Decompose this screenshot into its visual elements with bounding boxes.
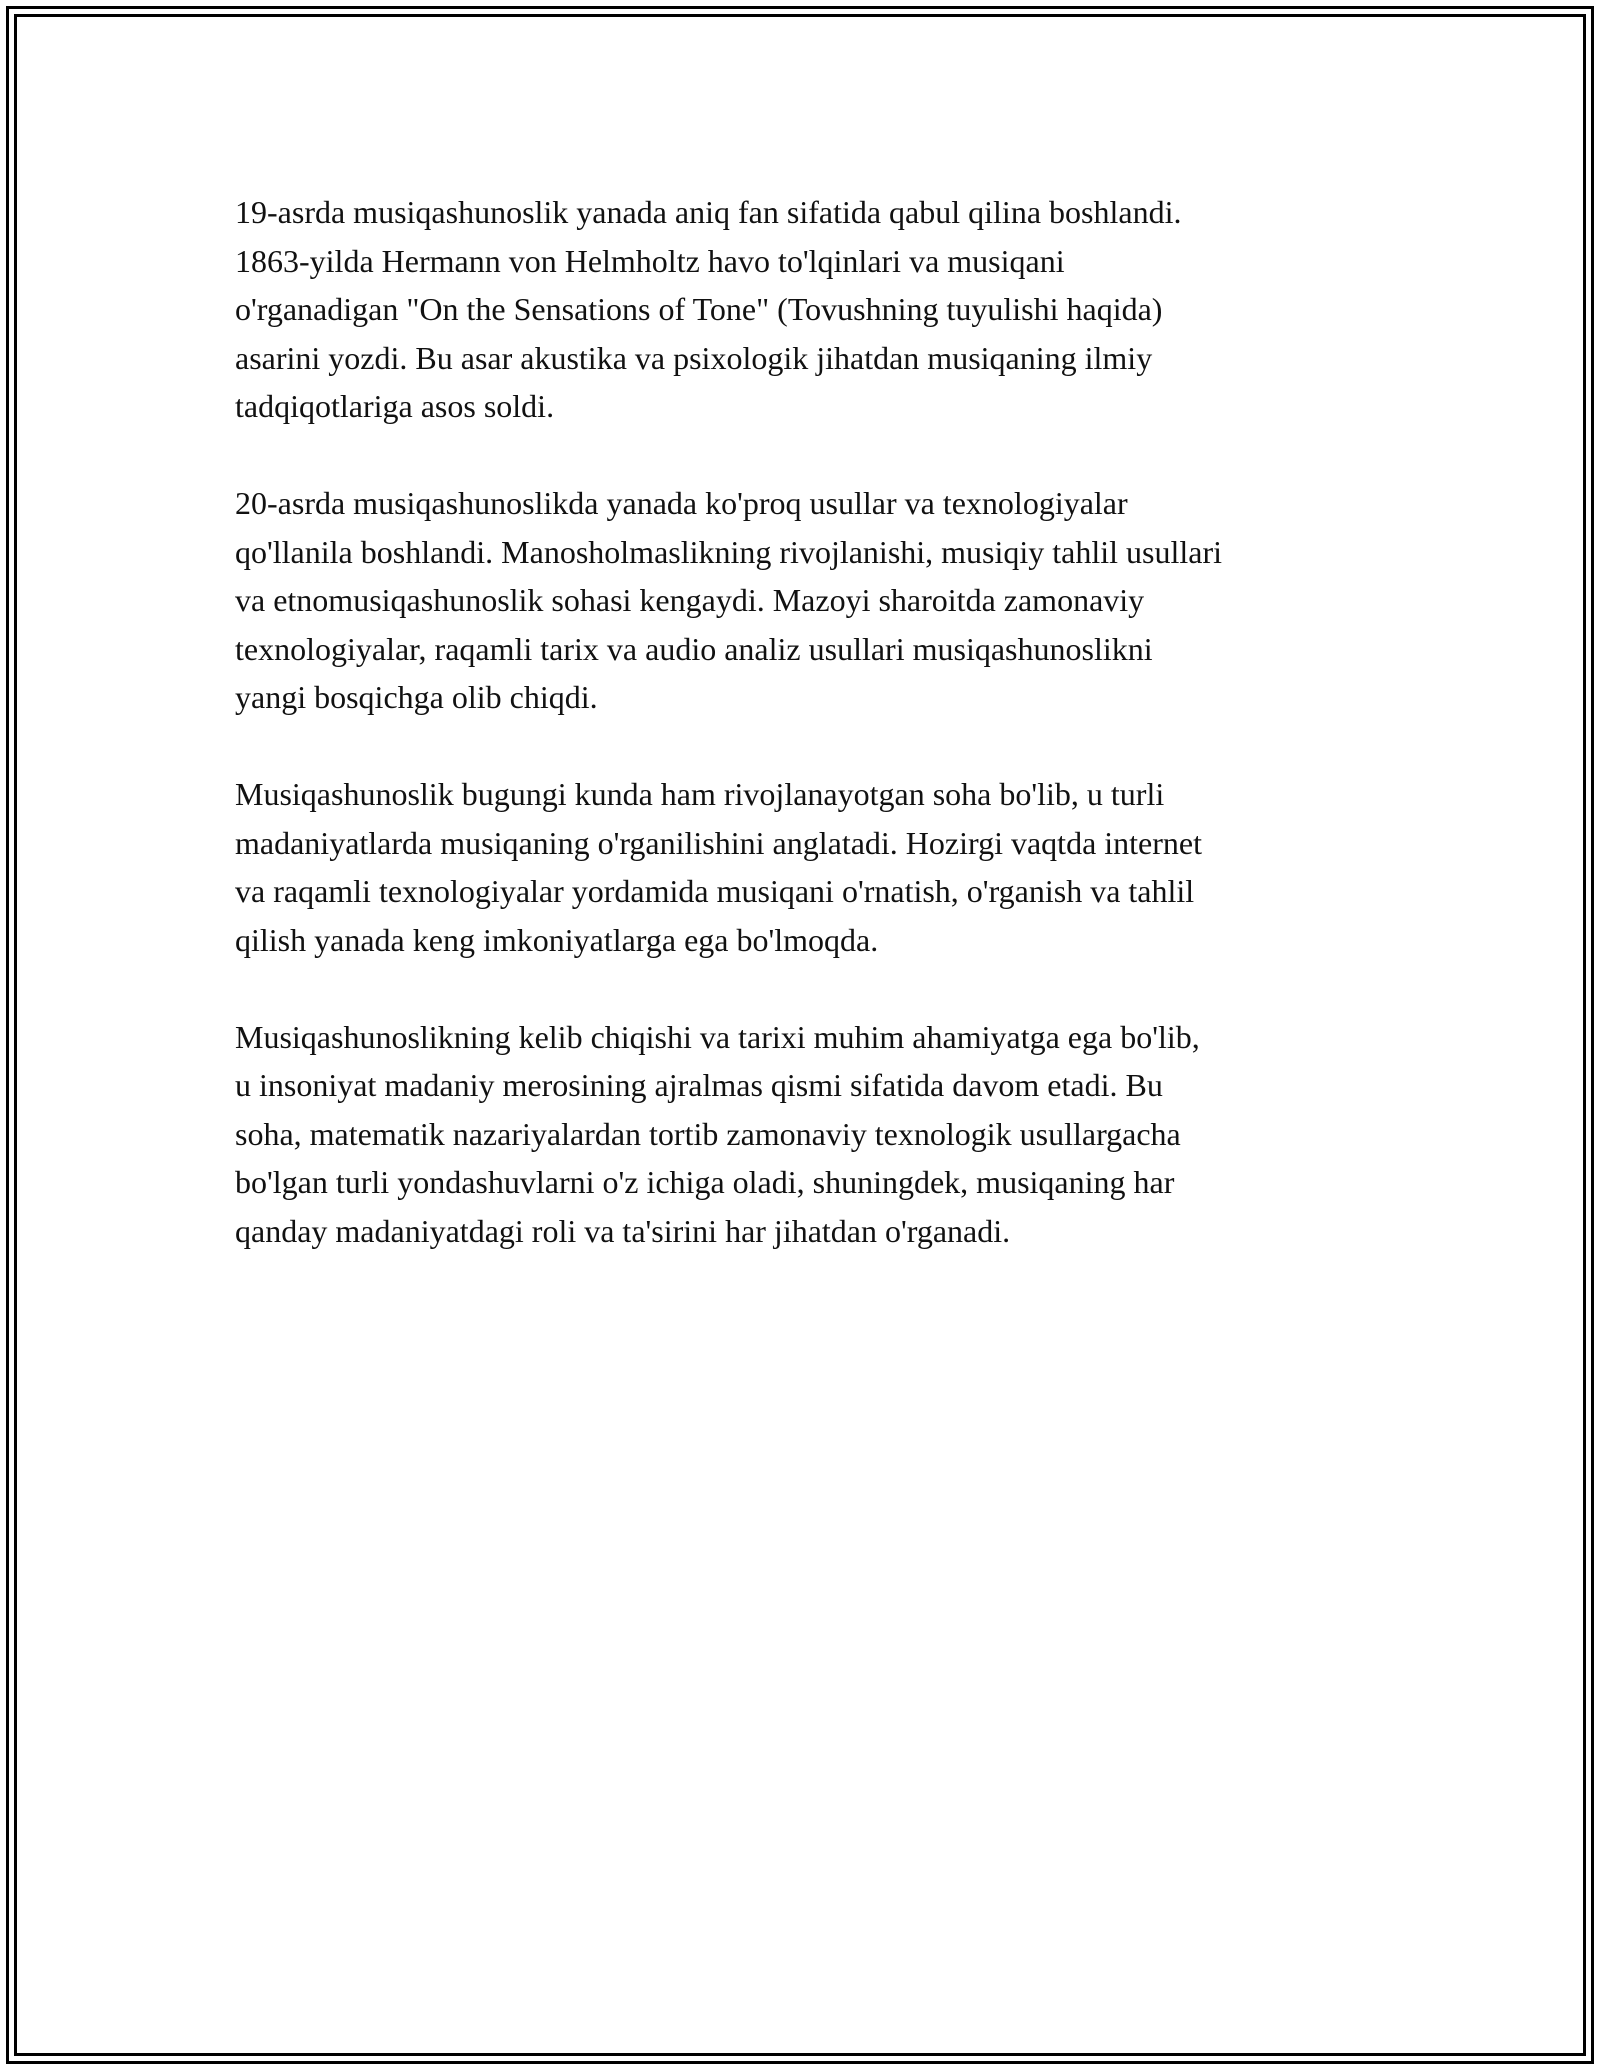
paragraph-2 (235, 479, 1395, 722)
paragraph-line: 1863-yilda Hermann von Helmholtz havo to'lqinlari va musiqani (235, 242, 1065, 279)
paragraph-line: madaniyatlarda musiqaning o'rganilishini anglatadi. Hozirgi vaqtda internet (235, 824, 1202, 861)
paragraph-line: Musiqashunoslikning kelib chiqishi va tarixi muhim ahamiyatga ega bo'lib, (235, 1018, 1200, 1055)
document-body (235, 188, 1395, 1304)
paragraph-line: soha, matematik nazariyalardan tortib zamonaviy texnologik usullargacha (235, 1115, 1181, 1152)
paragraph-line: va raqamli texnologiyalar yordamida musiqani o'rnatish, o'rganish va tahlil (235, 873, 1195, 909)
paragraph-line: bo'lgan turli yondashuvlarni o'z ichiga oladi, shuningdek, musiqaning har (235, 1164, 1175, 1200)
paragraph-4 (235, 1013, 1395, 1256)
paragraph-line: o'rganadigan "On the Sensations of Tone" (Tovushning tuyulishi haqida) (235, 291, 1163, 327)
paragraph-line: qanday madaniyatdagi roli va ta'sirini har jihatdan o'rganadi. (235, 1212, 1011, 1249)
paragraph-line: qo'llanila boshlandi. Manosholmaslikning rivojlanishi, musiqiy tahlil usullari (235, 533, 1223, 570)
paragraph-line: qilish yanada keng imkoniyatlarga ega bo'lmoqda. (235, 921, 879, 958)
paragraph-3 (235, 770, 1395, 964)
paragraph-line: u insoniyat madaniy merosining ajralmas qismi sifatida davom etadi. Bu (235, 1067, 1163, 1103)
paragraph-line: yangi bosqichga olib chiqdi. (235, 679, 598, 715)
paragraph-line: asarini yozdi. Bu asar akustika va psixologik jihatdan musiqaning ilmiy (235, 339, 1153, 376)
paragraph-1 (235, 188, 1395, 431)
paragraph-line: tadqiqotlariga asos soldi. (235, 388, 555, 424)
paragraph-line: va etnomusiqashunoslik sohasi kengaydi. Mazoyi sharoitda zamonaviy (235, 582, 1145, 618)
paragraph-line: Musiqashunoslik bugungi kunda ham rivojlanayotgan soha bo'lib, u turli (235, 776, 1165, 812)
paragraph-line: texnologiyalar, raqamli tarix va audio analiz usullari musiqashunoslikni (235, 630, 1153, 667)
paragraph-line: 20-asrda musiqashunoslikda yanada ko'proq usullar va texnologiyalar (235, 485, 1128, 521)
paragraph-line: 19-asrda musiqashunoslik yanada aniq fan sifatida qabul qilina boshlandi. (235, 194, 1182, 230)
